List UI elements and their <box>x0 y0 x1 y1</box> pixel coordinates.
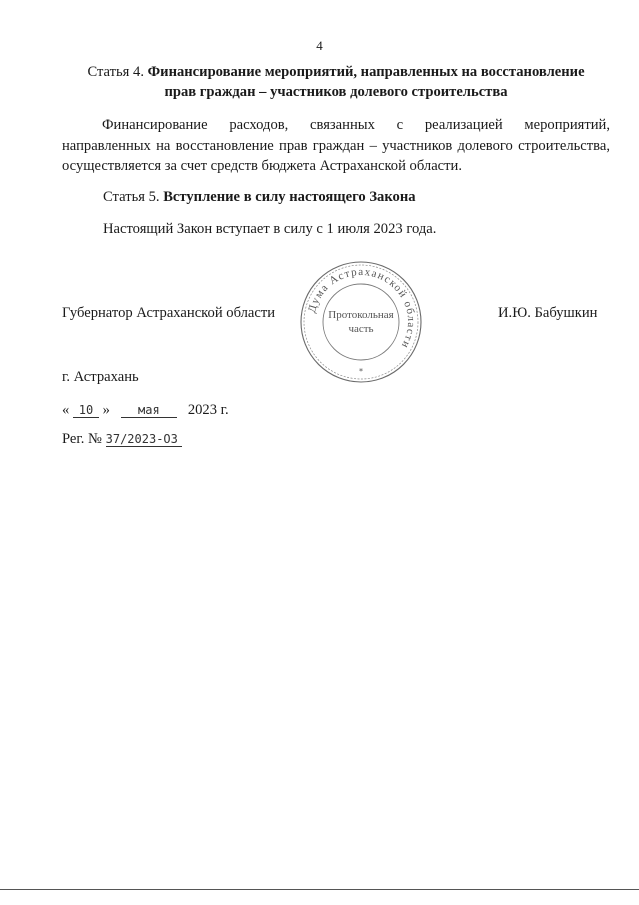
signatory-position: Губернатор Астраханской области <box>62 305 276 321</box>
date-year: 2023 г. <box>187 402 229 418</box>
date-day: 10 <box>73 404 99 418</box>
article-4-heading <box>62 62 610 102</box>
date-open-quote: « <box>62 402 70 418</box>
registration-value: 37/2023-ОЗ <box>106 433 182 447</box>
official-stamp <box>299 260 423 384</box>
signing-date <box>62 402 229 419</box>
registration-number <box>62 431 182 448</box>
article-4-title-line1: Финансирование мероприятий, направленных на восстановление <box>147 64 585 80</box>
signatory-name: И.Ю. Бабушкин <box>498 305 598 321</box>
article-5-title: Вступление в силу настоящего Закона <box>163 189 416 205</box>
page-number: 4 <box>316 38 323 53</box>
date-month: мая <box>121 404 177 418</box>
stamp-star-icon: * <box>359 367 363 376</box>
stamp-ring-text: Дума Астраханской области <box>305 265 418 351</box>
registration-label: Рег. № <box>62 431 102 447</box>
article-4-title-line2: прав граждан – участников долевого строительства <box>164 84 508 100</box>
article-5-heading <box>103 187 416 207</box>
article-4-prefix: Статья 4. <box>87 64 148 80</box>
stamp-center-line2: часть <box>348 323 374 335</box>
stamp-graphic <box>299 260 423 384</box>
stamp-center-line1: Протокольная <box>328 309 394 321</box>
place-of-signing: г. Астрахань <box>62 369 139 385</box>
page-bottom-rule <box>0 889 639 890</box>
article-5-paragraph: Настоящий Закон вступает в силу с 1 июля 2023 года. <box>103 221 437 237</box>
date-close-quote: » <box>102 402 110 418</box>
article-4-paragraph: Финансирование расходов, связанных с реализацией мероприятий, направленных на восстановление прав граждан – участников долевого строительства, осуществляется за счет средств бюджета Астраханской области. <box>62 117 610 174</box>
article-5-prefix: Статья 5. <box>103 189 164 205</box>
